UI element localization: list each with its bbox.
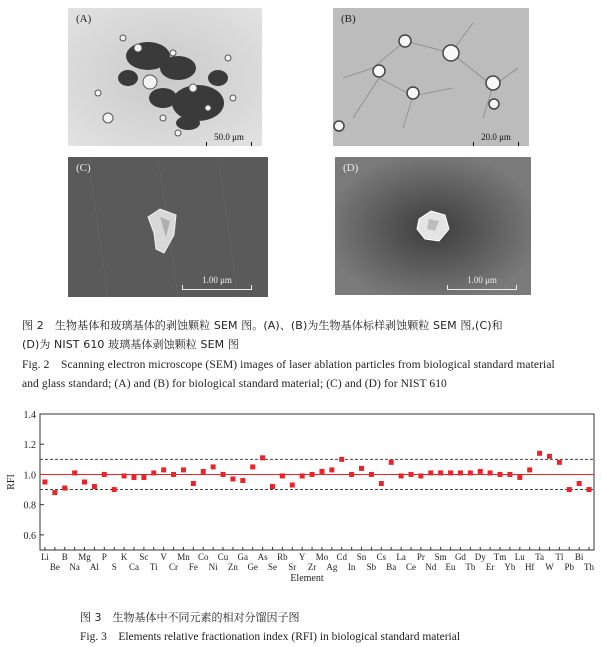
point-Ta — [537, 451, 542, 456]
y-axis-title: RFI — [6, 474, 17, 490]
x-tick-label-In: In — [347, 562, 356, 572]
x-tick-label-Zn: Zn — [227, 562, 238, 572]
x-tick-label-Sc: Sc — [139, 552, 149, 562]
x-tick-label-Li: Li — [40, 552, 49, 562]
x-tick-label-Lu: Lu — [514, 552, 525, 562]
panel-label-d: (D) — [343, 162, 359, 174]
point-Ga — [240, 478, 245, 483]
y-tick-label-1: 0.8 — [23, 500, 36, 512]
point-S — [112, 487, 117, 492]
x-tick-label-Fe: Fe — [188, 562, 198, 572]
scale-text-b: 20.0 μm — [481, 132, 511, 142]
scale-bar-b — [473, 132, 519, 146]
point-Cd — [339, 457, 344, 462]
point-Ba — [389, 460, 394, 465]
x-tick-label-Se: Se — [267, 562, 277, 572]
point-Bi — [577, 481, 582, 486]
point-Na — [72, 470, 77, 475]
point-V — [161, 467, 166, 472]
point-Mo — [319, 469, 324, 474]
x-tick-label-Tm: Tm — [493, 552, 507, 562]
point-Tm — [498, 472, 503, 477]
x-tick-label-Ni: Ni — [208, 562, 218, 572]
point-Sm — [438, 470, 443, 475]
point-Mg — [82, 480, 87, 485]
point-Ti — [151, 470, 156, 475]
y-tick-label-2: 1.0 — [23, 470, 36, 482]
sem-image-a — [68, 8, 262, 146]
point-W — [547, 454, 552, 459]
x-tick-label-Y: Y — [298, 552, 306, 562]
plot-frame — [40, 414, 594, 550]
x-tick-label-V: V — [160, 552, 167, 562]
x-tick-label-Na: Na — [69, 562, 80, 572]
x-tick-label-Ag: Ag — [326, 562, 338, 572]
x-tick-label-Nd: Nd — [425, 562, 437, 572]
scale-text-d: 1.00 μm — [467, 275, 497, 285]
x-tick-label-S: S — [111, 562, 117, 572]
point-Fe — [191, 481, 196, 486]
fig2-caption-cn-1: 图 2 生物基体和玻璃基体的剥蚀颗粒 SEM 图。(A)、(B)为生物基体标样剥蚀颗粒 SEM 图,(C)和 — [22, 319, 503, 332]
x-tick-label-Th: Th — [584, 562, 595, 572]
x-tick-label-Sm: Sm — [434, 552, 447, 562]
x-tick-label-Tl: Tl — [555, 552, 564, 562]
x-axis-title: Element — [290, 573, 324, 584]
sem-panel-c — [68, 157, 268, 297]
x-tick-label-Eu: Eu — [445, 562, 456, 572]
sem-panel-a — [68, 8, 262, 146]
point-Eu — [448, 470, 453, 475]
point-Pr — [418, 473, 423, 478]
fig3-caption-en: Fig. 3 Elements relative fractionation index (RFI) in biological standard material — [80, 631, 461, 643]
x-tick-label-Ge: Ge — [247, 562, 258, 572]
point-K — [122, 473, 127, 478]
point-Y — [300, 473, 305, 478]
point-Ni — [211, 464, 216, 469]
point-Tl — [557, 460, 562, 465]
x-tick-label-Cr: Cr — [169, 562, 179, 572]
point-Li — [42, 480, 47, 485]
scale-bar-d — [447, 275, 517, 290]
x-tick-label-Gd: Gd — [454, 552, 466, 562]
point-Cr — [171, 472, 176, 477]
point-Nd — [428, 470, 433, 475]
point-La — [399, 473, 404, 478]
sem-panel-d — [335, 157, 531, 295]
scale-bar-a — [206, 132, 252, 146]
point-Ag — [329, 467, 334, 472]
sem-panel-b — [333, 8, 529, 146]
y-tick-label-3: 1.2 — [23, 440, 36, 452]
x-tick-label-W: W — [545, 562, 554, 572]
x-tick-label-Sr: Sr — [288, 562, 297, 572]
x-tick-label-Tb: Tb — [465, 562, 476, 572]
x-tick-label-Ca: Ca — [128, 562, 139, 572]
point-Th — [587, 487, 592, 492]
x-tick-label-Bi: Bi — [574, 552, 584, 562]
point-Zr — [310, 472, 315, 477]
x-tick-label-As: As — [257, 552, 268, 562]
point-Sc — [141, 475, 146, 480]
x-tick-label-Pr: Pr — [416, 552, 425, 562]
point-Pb — [567, 487, 572, 492]
panel-label-b: (B) — [341, 13, 356, 25]
x-tick-label-Ba: Ba — [386, 562, 397, 572]
fig2-caption-en-2: and glass standard; (A) and (B) for biological standard material; (C) and (D) for NIST 610 — [22, 378, 447, 390]
point-Mn — [181, 467, 186, 472]
point-Sn — [359, 466, 364, 471]
x-tick-label-Mn: Mn — [177, 552, 190, 562]
x-tick-label-Cd: Cd — [336, 552, 347, 562]
x-tick-label-Cu: Cu — [217, 552, 229, 562]
point-As — [260, 455, 265, 460]
x-tick-label-Ce: Ce — [405, 562, 416, 572]
x-tick-label-Sn: Sn — [356, 552, 367, 562]
point-In — [349, 472, 354, 477]
x-tick-label-La: La — [396, 552, 406, 562]
point-Sr — [290, 483, 295, 488]
point-Er — [488, 470, 493, 475]
point-Rb — [280, 473, 285, 478]
y-tick-label-0: 0.6 — [23, 530, 36, 542]
fig2-caption-en-1: Fig. 2 Scanning electron microscope (SEM) images of laser ablation particles from biological standard material — [22, 359, 555, 371]
point-Yb — [507, 472, 512, 477]
point-Be — [52, 490, 57, 495]
point-Dy — [478, 469, 483, 474]
point-Sb — [369, 472, 374, 477]
point-B — [62, 486, 67, 491]
scale-text-a: 50.0 μm — [214, 132, 244, 142]
x-tick-label-Ga: Ga — [237, 552, 249, 562]
point-Tb — [468, 470, 473, 475]
x-tick-label-B: B — [61, 552, 68, 562]
point-Lu — [517, 475, 522, 480]
rfi-chart — [0, 402, 602, 592]
x-tick-label-Mo: Mo — [315, 552, 329, 562]
sem-image-b — [333, 8, 529, 146]
point-P — [102, 472, 107, 477]
x-tick-label-Be: Be — [49, 562, 60, 572]
panel-label-a: (A) — [76, 13, 92, 25]
point-Cs — [379, 481, 384, 486]
point-Co — [201, 469, 206, 474]
point-Se — [270, 484, 275, 489]
x-tick-label-Rb: Rb — [277, 552, 288, 562]
x-tick-label-P: P — [101, 552, 107, 562]
point-Hf — [527, 467, 532, 472]
x-tick-label-Ti: Ti — [149, 562, 158, 572]
panel-label-c: (C) — [76, 162, 91, 174]
point-Ce — [408, 472, 413, 477]
point-Gd — [458, 470, 463, 475]
point-Al — [92, 484, 97, 489]
x-tick-label-Cs: Cs — [376, 552, 387, 562]
x-tick-label-Hf: Hf — [524, 562, 535, 572]
x-tick-label-Sb: Sb — [366, 562, 377, 572]
x-tick-label-Co: Co — [197, 552, 209, 562]
fig2-caption-cn-2: (D)为 NIST 610 玻璃基体剥蚀颗粒 SEM 图 — [22, 338, 239, 351]
x-tick-label-Al: Al — [89, 562, 99, 572]
x-tick-label-Dy: Dy — [474, 552, 486, 562]
point-Ge — [250, 464, 255, 469]
x-tick-label-Ta: Ta — [535, 552, 545, 562]
scale-text-c: 1.00 μm — [202, 275, 232, 285]
x-tick-label-K: K — [120, 552, 128, 562]
x-tick-label-Mg: Mg — [78, 552, 91, 562]
fig3-caption-cn: 图 3 生物基体中不同元素的相对分馏因子图 — [80, 611, 300, 624]
x-tick-label-Pb: Pb — [564, 562, 575, 572]
y-tick-label-4: 1.4 — [23, 410, 36, 421]
point-Ca — [131, 475, 136, 480]
point-Zn — [230, 476, 235, 481]
x-tick-label-Zr: Zr — [307, 562, 317, 572]
scale-bar-c — [182, 275, 252, 290]
point-Cu — [221, 472, 226, 477]
x-tick-label-Er: Er — [485, 562, 495, 572]
x-tick-label-Yb: Yb — [504, 562, 516, 572]
